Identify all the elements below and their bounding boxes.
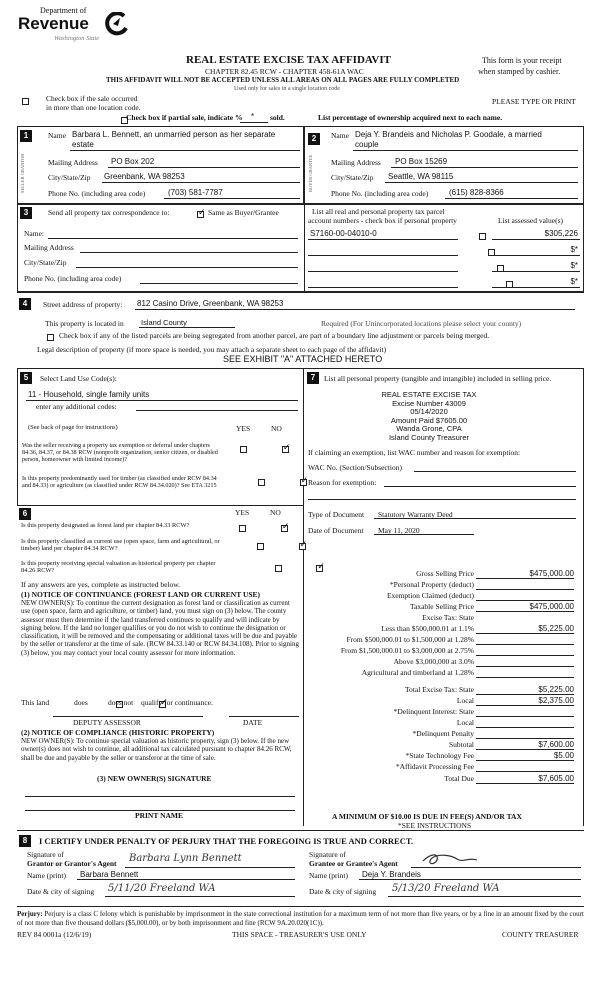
calc-label: Agricultural and timberland at 1.28% xyxy=(361,668,474,677)
section-2-num: 2 xyxy=(308,133,320,145)
sec6-no-header: NO xyxy=(270,508,281,517)
assessed-star-3[interactable]: $* xyxy=(570,261,578,270)
exemption-question: Was the seller receiving a property tax exemption or deferral under chapters 84.36, 84.37, or 84.38 RCW (nonprofit organization, senior citizen, or disabled person, homeowner with limited income)? xyxy=(22,442,218,463)
seller-phone-label: Phone No. (including area code) xyxy=(48,189,146,198)
grantor-sig-label-2: Grantor or Grantor's Agent xyxy=(27,859,117,868)
street-label: Street address of property: xyxy=(43,300,123,309)
same-as-buyer-label: Same as Buyer/Grantee xyxy=(208,208,279,217)
calc-label: From $1,500,000.01 to $3,000,000 at 2.75% xyxy=(340,646,474,655)
calc-label: *State Technology Fee xyxy=(405,751,474,760)
current-use-yes-checkbox[interactable] xyxy=(257,543,264,550)
warning-line: THIS AFFIDAVIT WILL NOT BE ACCEPTED UNLESS ALL AREAS ON ALL PAGES ARE FULLY COMPLETED xyxy=(106,76,460,84)
stamp-line-4: Amount Paid $7605.00 xyxy=(390,415,468,425)
sec5-no-header: NO xyxy=(271,424,282,433)
claim-exemption-label: If claiming an exemption, list WAC number and reason for exemption: xyxy=(308,448,521,457)
assessor-date-label: DATE xyxy=(243,718,263,727)
section-6-num: 6 xyxy=(19,508,31,520)
calc-label: Above $3,000,000 at 3.0% xyxy=(393,657,474,666)
doc-type-label: Type of Document xyxy=(308,510,365,519)
calc-value[interactable]: $7,600.00 xyxy=(538,740,574,749)
segregated-checkbox[interactable] xyxy=(47,334,54,341)
send-correspondence-label: Send all property tax correspondence to: xyxy=(48,208,170,217)
calc-label: Gross Selling Price xyxy=(416,569,474,578)
logo-dept: Department of xyxy=(40,6,87,15)
stamp-line-5: Wanda Grone, CPA xyxy=(396,424,462,433)
calc-value[interactable]: $475,000.00 xyxy=(529,569,574,578)
section-3-num: 3 xyxy=(20,207,32,219)
calc-row xyxy=(304,762,584,774)
calc-label: *Affidavit Processing Fee xyxy=(395,762,474,771)
form-revision: REV 84 0001a (12/6/19) xyxy=(17,930,92,939)
forest-yes-checkbox[interactable] xyxy=(239,525,246,532)
section-8-num: 8 xyxy=(19,835,31,847)
historic-yes-checkbox[interactable] xyxy=(275,565,282,572)
exhibit-note[interactable]: SEE EXHIBIT "A" ATTACHED HERETO xyxy=(223,354,383,364)
calc-label: Local xyxy=(456,718,474,727)
grantor-date-city[interactable]: 5/11/20 Freeland WA xyxy=(108,883,216,894)
stamp-line-3: 05/14/2020 xyxy=(410,407,448,416)
exemption-yes-checkbox[interactable] xyxy=(240,446,247,453)
seller-name[interactable]: Barbara L. Bennett, an unmarried person as her separate xyxy=(72,130,276,139)
additional-codes-label: enter any additional codes: xyxy=(36,402,117,411)
stamp-line-2: Excise Number 43009 xyxy=(392,398,466,408)
county-treasurer-label: COUNTY TREASURER xyxy=(502,930,579,939)
calc-value[interactable]: $475,000.00 xyxy=(529,602,574,611)
current-use-question: Is this property classified as current use (open space, farm and agricultural, or timber) land per chapter 84.34 RCW? xyxy=(21,538,220,552)
logo-swirl-icon xyxy=(104,12,130,36)
calc-row xyxy=(304,668,584,680)
seller-name-2[interactable]: estate xyxy=(72,140,94,149)
perjury-text: Perjury is a class C felony which is punishable by imprisonment in the state correctional institution for a maximum term of not more than five years, or by a fine in an amount fixed by the court of not more than five thousand dollars ($5,000.00), or by both imprisonment and fine (RCW 9A.20.020(1C)). xyxy=(17,910,584,927)
calc-label: Local xyxy=(456,696,474,705)
timber-question: Is this property predominantly used for timber (as classified under RCW 84.34 and 84.33) or agriculture (as classified under RCW 84.34.020)? See ETA 3215 xyxy=(22,475,217,489)
sec5-yes-header: YES xyxy=(236,424,251,433)
same-as-buyer-checkbox[interactable] xyxy=(197,211,204,218)
seller-name-label: Name xyxy=(48,131,66,140)
grantee-signature[interactable] xyxy=(417,851,487,867)
multi-location-label-2: in more than one location code. xyxy=(46,103,141,112)
section-7-personal-property xyxy=(304,368,584,830)
reason-label: Reason for exemption: xyxy=(308,478,377,487)
this-land-label: This land xyxy=(21,698,50,707)
certify-statement: I CERTIFY UNDER PENALTY OF PERJURY THAT THE FOREGOING IS TRUE AND CORRECT. xyxy=(39,836,414,846)
grantee-sig-label-1: Signature of xyxy=(309,850,346,859)
section-5-land-use xyxy=(17,368,304,506)
partial-pct[interactable]: * xyxy=(251,112,255,121)
partial-sold: sold. xyxy=(270,113,285,122)
buyer-name[interactable]: Deja Y. Brandeis and Nicholas P. Goodale, a married xyxy=(355,130,542,139)
calc-value[interactable]: $2,375.00 xyxy=(538,696,574,705)
calc-row xyxy=(304,774,584,786)
exemption-no-checkbox[interactable] xyxy=(282,446,289,453)
dor-logo xyxy=(18,6,138,50)
new-owner-signature-title: (3) NEW OWNER(S) SIGNATURE xyxy=(97,774,212,783)
multi-location-checkbox[interactable] xyxy=(22,98,29,105)
section-1-num: 1 xyxy=(20,130,32,142)
land-use-code[interactable]: 11 - Household, single family units xyxy=(28,390,150,399)
grantor-print-name[interactable]: Barbara Bennett xyxy=(80,870,139,879)
section-2-buyer xyxy=(304,126,584,204)
required-note: Required (For Unincorporated locations please select your county) xyxy=(321,319,522,328)
calc-value[interactable]: $5,225.00 xyxy=(538,685,574,694)
assessed-label: List assessed value(s) xyxy=(498,216,563,225)
stamp-line-6: Island County Treasurer xyxy=(388,432,470,442)
buyer-addr-label: Mailing Address xyxy=(331,158,381,167)
corr-name-label: Name: xyxy=(24,229,44,238)
section-3-correspondence xyxy=(17,204,584,292)
calc-value[interactable]: $5.00 xyxy=(553,751,574,760)
see-instructions: *SEE INSTRUCTIONS xyxy=(398,821,472,830)
notice-continuance-title: (1) NOTICE OF CONTINUANCE (FOREST LAND OR CURRENT USE) xyxy=(21,590,261,599)
treasurer-use-only: THIS SPACE - TREASURER'S USE ONLY xyxy=(232,930,367,939)
pct-ownership: List percentage of ownership acquired next to each name. xyxy=(318,113,503,122)
buyer-address[interactable]: PO Box 15269 xyxy=(395,157,448,166)
corr-addr-label: Mailing Address xyxy=(24,243,74,252)
grantor-date-label: Date & city of signing xyxy=(27,887,95,896)
deputy-assessor-label: DEPUTY ASSESSOR xyxy=(73,718,141,727)
parcel-list-label-2: account numbers - check box if personal property xyxy=(308,216,457,225)
parcel-number[interactable]: S7160-00-04010-0 xyxy=(310,229,377,238)
calc-label: Total Excise Tax: State xyxy=(404,685,474,694)
seller-city-label: City/State/Zip xyxy=(48,173,91,182)
assessed-star-2[interactable]: $* xyxy=(570,245,578,254)
section-4-property xyxy=(17,292,584,368)
corr-phone-label: Phone No. (including area code) xyxy=(24,274,122,283)
if-any-yes: If any answers are yes, complete as instructed below. xyxy=(21,580,181,589)
buyer-city-label: City/State/Zip xyxy=(331,173,374,182)
treasurer-stamp xyxy=(344,391,514,442)
calc-label: From $500,000.01 to $1,500,000 at 1.28% xyxy=(346,635,474,644)
grantee-print-name[interactable]: Deja Y. Brandeis xyxy=(362,870,421,879)
form-title: REAL ESTATE EXCISE TAX AFFIDAVIT xyxy=(186,54,391,66)
single-location: Used only for sales in a single location code xyxy=(234,86,340,92)
logo-state: Washington State xyxy=(54,35,100,42)
qualify-label: qualify for continuance. xyxy=(141,698,213,707)
calc-label: Total Due xyxy=(444,774,474,783)
perjury-notice xyxy=(17,906,584,927)
multi-location-label-1: Check box if the sale occurred xyxy=(46,94,138,103)
notice-compliance-title: (2) NOTICE OF COMPLIANCE (HISTORIC PROPERTY) xyxy=(21,728,215,737)
located-label: This property is located in xyxy=(45,319,124,328)
grantee-date-city[interactable]: 5/13/20 Freeland WA xyxy=(392,883,500,894)
calc-label: Taxable Selling Price xyxy=(409,602,474,611)
doc-date-label: Date of Document xyxy=(308,526,364,535)
personal-property-checkbox-1[interactable] xyxy=(479,233,486,240)
type-or-print: PLEASE TYPE OR PRINT xyxy=(492,97,576,106)
calc-label: Subtotal xyxy=(448,740,474,749)
perjury-label: Perjury: xyxy=(17,910,43,918)
assessed-star-4[interactable]: $* xyxy=(570,277,578,286)
county[interactable]: Island County xyxy=(141,318,187,327)
calc-label: Excise Tax: State xyxy=(422,613,474,622)
legal-description-label: Legal description of property (if more space is needed, you may attach a separate sheet to each page of the affidavit) xyxy=(37,345,387,354)
forest-no-checkbox[interactable] xyxy=(281,525,288,532)
stamp-line-1: REAL ESTATE EXCISE TAX xyxy=(381,390,477,399)
wac-label: WAC No. (Section/Subsection) xyxy=(308,463,402,472)
buyer-name-label: Name xyxy=(331,131,349,140)
calc-label: *Delinquent Penalty xyxy=(412,729,474,738)
land-does-label: does xyxy=(74,698,88,707)
grantor-name-label: Name (print) xyxy=(27,871,66,880)
buyer-phone-label: Phone No. (including area code) xyxy=(331,189,429,198)
calc-label: Exemption Claimed (deduct) xyxy=(386,591,474,600)
grantor-signature[interactable]: Barbara Lynn Bennett xyxy=(129,853,242,864)
calc-label: Less than $500,000.01 at 1.1% xyxy=(381,624,474,633)
section-1-seller xyxy=(17,126,304,204)
buyer-name-2[interactable]: couple xyxy=(355,140,379,149)
grantee-date-label: Date & city of signing xyxy=(309,887,377,896)
parcel-list-label-1: List all real and personal property tax parcel xyxy=(312,207,445,216)
buyer-phone[interactable]: (615) 828-8366 xyxy=(449,188,504,197)
receipt-1: This form is your receipt xyxy=(482,56,562,65)
doc-date[interactable]: May 11, 2020 xyxy=(378,526,420,535)
seller-phone[interactable]: (703) 581-7787 xyxy=(168,188,223,197)
timber-yes-checkbox[interactable] xyxy=(258,479,265,486)
grantee-sig-label-2: Grantee or Grantee's Agent xyxy=(309,859,398,868)
buyer-city[interactable]: Seattle, WA 98115 xyxy=(388,172,454,181)
section-7-num: 7 xyxy=(307,372,319,384)
calc-label: *Delinquent Interest: State xyxy=(393,707,474,716)
partial-sale-label: Check box if partial sale, indicate % xyxy=(126,113,243,122)
segregated-label: Check box if any of the listed parcels are being segregated from another parcel, are part of a boundary line adjustment or parcels being merged. xyxy=(59,331,490,340)
section-4-num: 4 xyxy=(19,298,31,310)
notice-continuance-text: NEW OWNER(S): To continue the current designation as forest land or classification as current use (open space, farm and agriculture, or timber) land, you must sign on (3) below. The county assessor must then determine if the land transferred continues to qualify and will indicate by signing below. If the land no longer qualifies or you do not wish to continue the designation or classification, it will be removed and the compensating or additional taxes will be due and payable by the seller or transferor at the time of sale. (RCW 84.33.140 or RCW 84.34.108). Prior to signing (3) below, you may contact your local county assessor for more information. xyxy=(21,599,299,657)
minimum-fee-note: A MINIMUM OF $10.00 IS DUE IN FEE(S) AND/OR TAX xyxy=(332,812,522,821)
calc-value[interactable]: $7,605.00 xyxy=(538,774,574,783)
notice-compliance-text: NEW OWNER(S): To continue special valuation as historic property, sign (3) below. If the new owner(s) does not wish to continue, all additional tax calculated pursuant to chapter 84.26 RCW, shall be due and payable by the seller or transferor at the time of sale. xyxy=(21,737,292,762)
seller-city[interactable]: Greenbank, WA 98253 xyxy=(104,172,185,181)
print-name-label: PRINT NAME xyxy=(135,811,183,820)
sec6-yes-header: YES xyxy=(235,508,250,517)
seller-addr-label: Mailing Address xyxy=(48,158,98,167)
land-does-not-label: does not xyxy=(108,698,134,707)
seller-side-label: SELLER GRANTOR xyxy=(20,153,25,193)
forest-question: Is this property designated as forest land per chapter 84.33 RCW? xyxy=(21,522,190,529)
chapter-line: CHAPTER 82.45 RCW - CHAPTER 458-61A WAC xyxy=(205,67,364,76)
logo-revenue: Revenue xyxy=(18,14,89,33)
grantee-name-label: Name (print) xyxy=(309,871,348,880)
grantor-sig-label-1: Signature of xyxy=(27,850,64,859)
see-back-note: (See back of page for instructions) xyxy=(28,424,118,431)
section-6-designation xyxy=(17,506,304,826)
calc-value[interactable]: $5,225.00 xyxy=(538,624,574,633)
calc-label: *Personal Property (deduct) xyxy=(389,580,474,589)
doc-type[interactable]: Statutory Warranty Deed xyxy=(378,510,453,519)
personal-property-label: List all personal property (tangible and intangible) included in selling price. xyxy=(324,374,552,383)
seller-address[interactable]: PO Box 202 xyxy=(111,157,155,166)
street-address[interactable]: 812 Casino Drive, Greenbank, WA 98253 xyxy=(137,299,284,308)
buyer-side-label: BUYER GRANTEE xyxy=(308,154,313,192)
corr-city-label: City/State/Zip xyxy=(24,258,67,267)
receipt-2: when stamped by cashier. xyxy=(478,67,561,76)
parcel-assessed-value[interactable]: $305,226 xyxy=(544,229,578,238)
land-use-label: Select Land Use Code(s): xyxy=(40,374,117,383)
historic-question: Is this property receiving special valuation as historical property per chapter 84.26 RCW? xyxy=(21,560,216,574)
section-5-num: 5 xyxy=(20,372,32,384)
